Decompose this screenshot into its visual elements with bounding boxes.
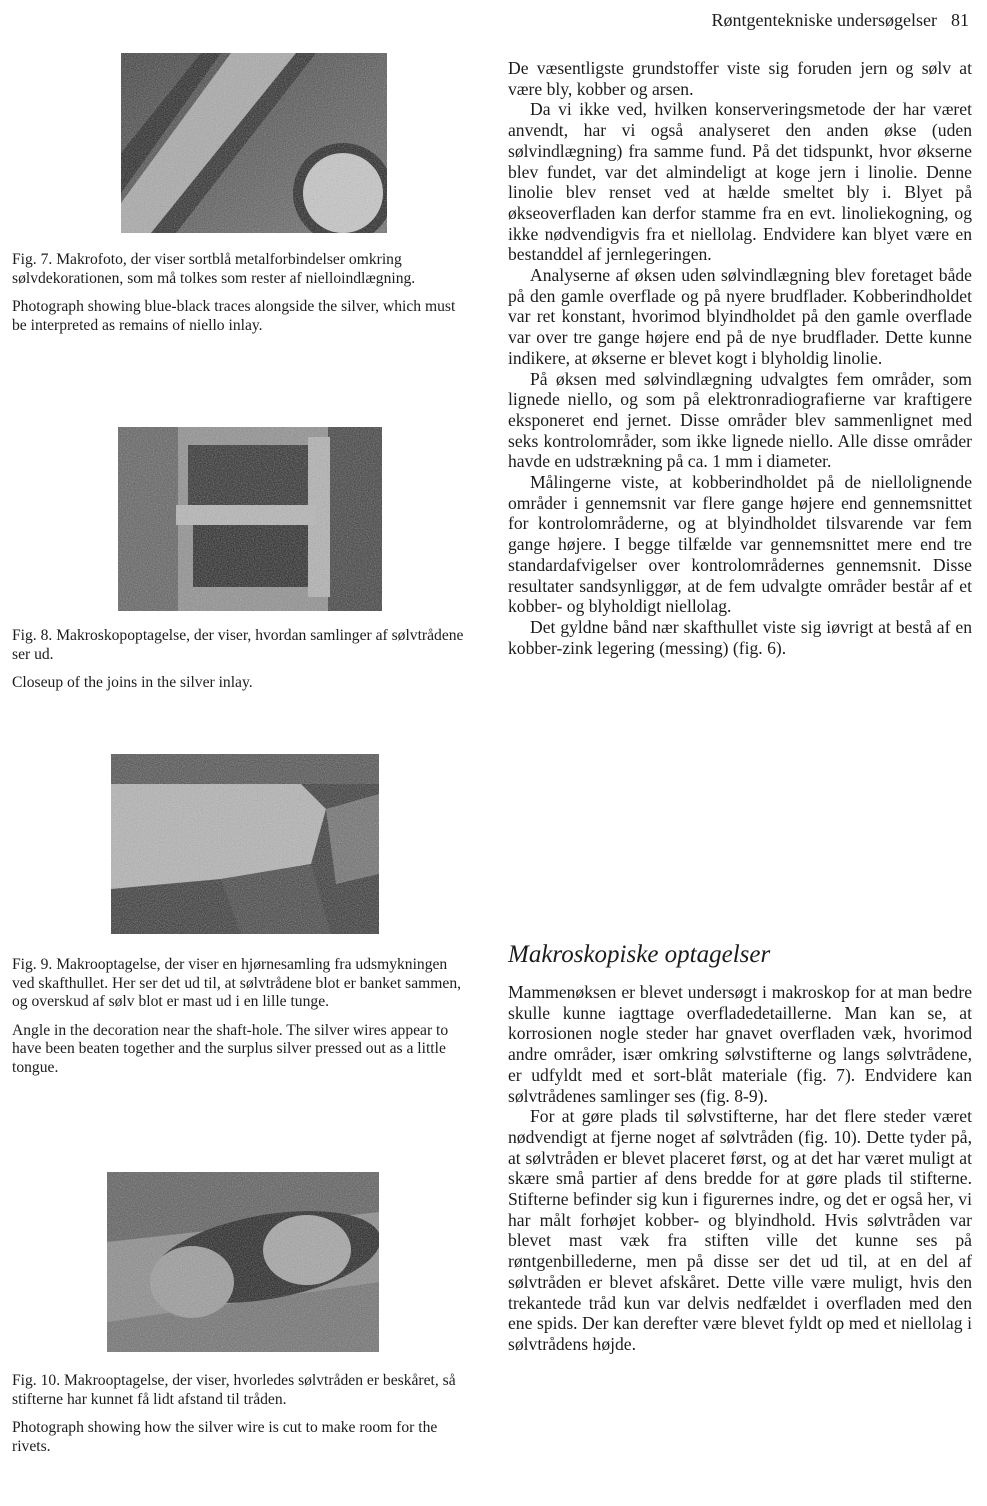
figure-8-caption-en: Closeup of the joins in the silver inlay. [12, 674, 253, 692]
figure-9-caption-da: Fig. 9. Makrooptagelse, der viser en hjørnesamling fra udsmykningen ved skafthullet. Her ser det ud til, at sølvtrådene blot er banket sammen, og overskud af sølv blot er mast ud i en lille tunge. [12, 956, 462, 1011]
figure-8-caption [12, 627, 467, 703]
running-header [712, 10, 969, 31]
figure-8-photo [118, 427, 382, 611]
photo-silver-joins-icon [118, 427, 382, 611]
figure-7-caption-en: Photograph showing blue-black traces alongside the silver, which must be interpreted as remains of niello inlay. [12, 298, 456, 334]
running-title: Røntgentekniske undersøgelser [711, 10, 937, 30]
figure-10-caption [12, 1372, 467, 1466]
figure-9-photo [111, 754, 379, 934]
body-paragraph: Det gyldne bånd nær skafthullet viste sig iøvrigt at bestå af en kobber-zink legering (messing) (fig. 6). [508, 616, 972, 658]
body-column-bottom [508, 940, 972, 1355]
figure-7-photo [121, 53, 387, 233]
body-paragraph: Da vi ikke ved, hvilken konserveringsmetode der har været anvendt, har vi også analyseret den anden økse (uden sølvindlægning) fra samme fund. På det tidspunkt, hvor økserne blev fundet, var det almindeligt at koge jern i linolie. Denne linolie blev renset ved at hælde smeltet bly i. Blyet på økseoverfladen kan derfor stamme fra en evt. linoliekogning, og ikke nødvendigvis fra et niellolag. Endvidere kan blyet være en bestanddel af jernlegeringen. [508, 99, 972, 265]
body-paragraph: Målingerne viste, at kobberindholdet på de niellolignende områder i gennemsnit var flere gange højere end gennemsnittet for kontrolområderne, og at blyindholdet tilsvarende var fem gange højere. I begge tilfælde var gennemsnittet mere end tre standardafvigelser over kontrolområdernes gennemsnit. Disse resultater sandsynliggør, at de fem udvalgte områder består af et kobber- og blyholdigt niellolag. [508, 472, 972, 617]
figure-10-caption-en: Photograph showing how the silver wire is cut to make room for the rivets. [12, 1419, 438, 1455]
figure-7-caption-da: Fig. 7. Makrofoto, der viser sortblå metalforbindelser omkring sølvdekorationen, som må tolkes som rester af nielloindlægning. [12, 251, 416, 287]
figure-9-caption [12, 956, 467, 1088]
page-number: 81 [951, 10, 969, 30]
photo-corner-joint-icon [111, 754, 379, 934]
figure-10-caption-da: Fig. 10. Makrooptagelse, der viser, hvorledes sølvtråden er beskåret, så stifterne har kunnet få lidt afstand til tråden. [12, 1372, 456, 1408]
body-column-top [508, 58, 972, 658]
body-paragraph: På øksen med sølvindlægning udvalgtes fem områder, som lignede niello, og som på elektronradiografierne var kraftigere eksponeret end jernet. Disse områder blev sammenlignet med seks kontrolområder, som ikke lignede niello. Alle disse områder havde en udstrækning på ca. 1 mm i diameter. [508, 368, 972, 472]
figure-7-caption [12, 251, 467, 345]
figure-9-caption-en: Angle in the decoration near the shaft-hole. The silver wires appear to have been beaten together and the surplus silver pressed out as a little tongue. [12, 1021, 449, 1076]
body-paragraph: De væsentligste grundstoffer viste sig foruden jern og sølv at være bly, kobber og arsen. [508, 58, 972, 99]
body-paragraph: Analyserne af øksen uden sølvindlægning blev foretaget både på den gamle overflade og på nyere brudflader. Kobberindholdet var ret konstant, hvorimod blyindholdet på den gamle overflade var over tre gange højere end på de nye brudflader. Dette kunne indikere, at økserne er blevet kogt i blyholdig linolie. [508, 265, 972, 368]
section-heading: Makroskopiske optagelser [508, 941, 771, 968]
figure-10-photo [107, 1172, 379, 1352]
photo-rivets-cut-wire-icon [107, 1172, 379, 1352]
body-paragraph: For at gøre plads til sølvstifterne, har det flere steder været nødvendigt at fjerne noget af sølvtråden (fig. 10). Dette tyder på, at sølvtråden er blevet placeret først, og at det har været muligt at skære små partier af dens bredde for at gøre plads til stifterne. Stifterne befinder sig kun i figurernes indre, og det er også her, vi har målt forhøjet kobber- og blyindhold. Hvis sølvtråden var blevet mast væk fra stiften ville det kunne ses på røntgenbillederne, men på disse ser det ud til, at en del af sølvtråden er blevet afskåret. Dette ville være muligt, hvis den trekantede tråd kun var delvis nedfældet i overfladen med den ene spids. Der kan derefter være blevet fyldt op med et niellolag i sølvtrådens højde. [508, 1106, 972, 1354]
photo-silver-circle-inlay-icon [121, 53, 387, 233]
figure-8-caption-da: Fig. 8. Makroskopoptagelse, der viser, hvordan samlinger af sølvtrådene ser ud. [12, 627, 464, 663]
body-paragraph: Mammenøksen er blevet undersøgt i makroskop for at man bedre skulle kunne iagttage overfladedetaillerne. Man kan se, at korrosionen nogle steder har gnavet overfladen væk, hvorimod andre områder, især omkring sølvstifterne og langs sølvtrådene, er udfyldt med et sort-blåt materiale (fig. 7). Endvidere kan sølvtrådenes samlinger ses (fig. 8-9). [508, 982, 972, 1106]
